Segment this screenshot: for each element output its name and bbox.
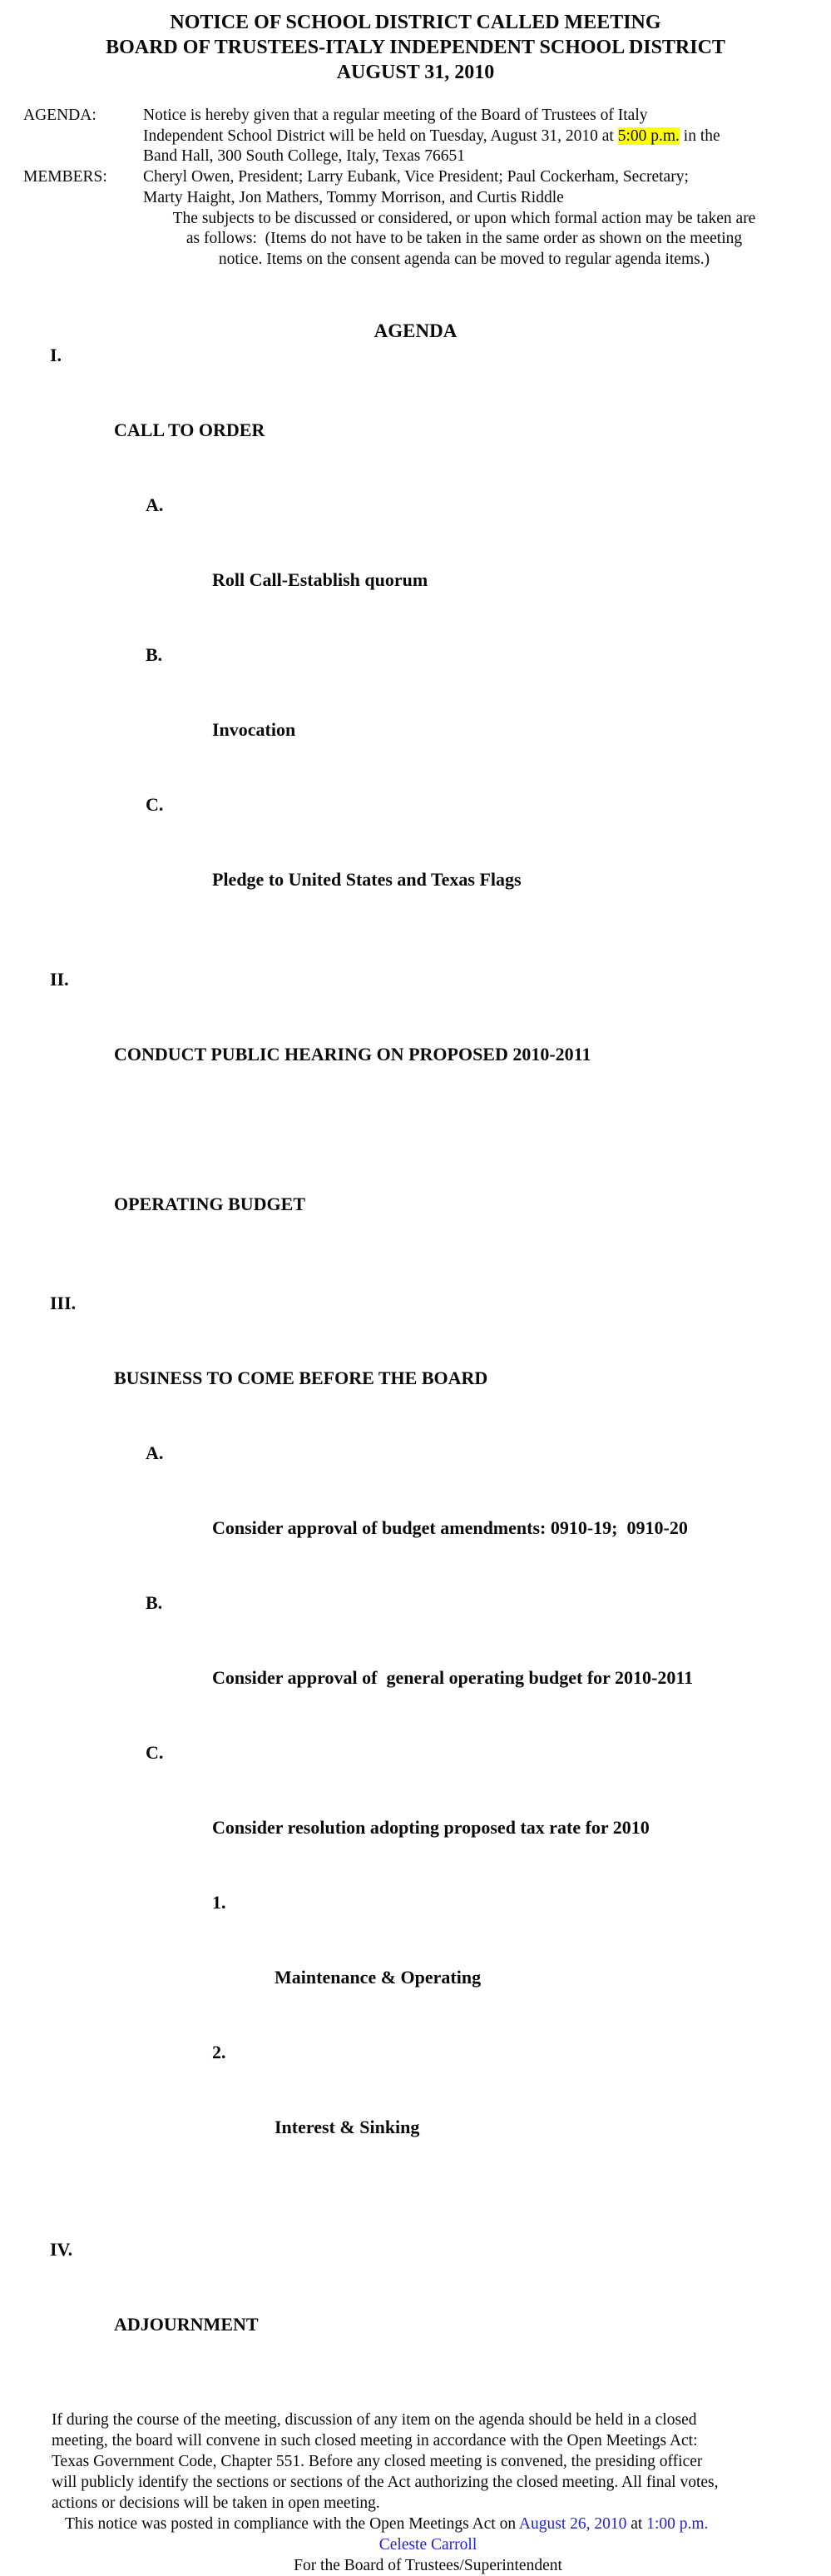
agenda-item [0,1441,831,1591]
posted-time-link[interactable]: 1:00 p.m. [646,2514,709,2533]
agenda-label: AGENDA: [23,107,96,124]
disclaimer-line: will publicly identify the sections or sections of the Act authorizing the closed meeting. All final votes, [52,2473,719,2491]
agenda-item [0,1591,831,1740]
title-line-notice: NOTICE OF SCHOOL DISTRICT CALLED MEETING [170,12,661,33]
members-line: Cheryl Owen, President; Larry Eubank, Vice President; Paul Cockerham, Secretary; [143,168,689,186]
meeting-time-highlight: 5:00 p.m. [617,127,680,145]
subjects-line: as follows: (Items do not have to be taken in the same order as shown on the meeting [185,230,743,248]
subitem-text: Interest & Sinking [275,2116,420,2137]
agenda-item [0,643,831,792]
item-letter: C. [146,793,164,815]
notice-line-segment: in the [679,127,720,145]
agenda-item [0,792,831,942]
subjects-line: notice. Items on the consent agenda can be moved to regular agenda items.) [218,250,710,268]
item-letter: A. [146,494,164,515]
signature-name-line [52,2534,804,2555]
agenda-item [0,493,831,643]
agenda-section-business [0,1291,831,1441]
section-title-continued: OPERATING BUDGET [114,1193,306,1214]
agenda-section-adjournment [0,2237,831,2387]
notice-line: Band Hall, 300 South College, Italy, Texas 76651 [143,147,465,166]
notice-line: Notice is hereby given that a regular meeting of the Board of Trustees of Italy [143,107,648,124]
section-number: I. [50,344,62,365]
agenda-subitem [0,1890,831,2040]
item-text: Invocation [212,718,296,740]
section-title: ADJOURNMENT [114,2313,259,2335]
posting-statement-text: This notice was posted in compliance with the Open Meetings Act on [65,2514,519,2533]
agenda-heading: AGENDA [373,320,458,341]
notice-line-segment: Independent School District will be held on Tuesday, August 31, 2010 at [143,127,618,145]
section-title: BUSINESS TO COME BEFORE THE BOARD [114,1367,488,1388]
item-text: Consider approval of general operating budget for 2010-2011 [212,1666,694,1688]
title-line-board: BOARD OF TRUSTEES-ITALY INDEPENDENT SCHOOL DISTRICT [106,37,725,58]
item-letter: A. [146,1442,164,1463]
disclaimer-line: If during the course of the meeting, discussion of any item on the agenda should be held in a closed [52,2410,697,2429]
closed-meeting-disclaimer [52,2410,804,2576]
item-text: Consider resolution adopting proposed tax rate for 2010 [212,1816,650,1838]
notice-info-section [0,106,831,271]
item-text: Roll Call-Establish quorum [212,568,428,590]
agenda-item [0,1740,831,1890]
item-letter: B. [146,643,163,665]
disclaimer-line: actions or decisions will be taken in open meeting. [52,2494,380,2512]
section-number: IV. [50,2238,73,2260]
posting-statement [52,2514,804,2534]
agenda-section-public-hearing [0,967,831,1117]
agenda-outline [0,343,831,2387]
agenda-notice-row [0,106,831,167]
subjects-paragraph [143,209,785,271]
disclaimer-line: Texas Government Code, Chapter 551. Before any closed meeting is convened, the presiding officer [52,2452,703,2470]
disclaimer-line: meeting, the board will convene in such closed meeting in accordance with the Open Meetings Act: [52,2431,698,2449]
members-line: Marty Haight, Jon Mathers, Tommy Morrison, and Curtis Riddle [143,188,564,206]
section-number: II. [50,968,69,990]
section-number: III. [50,1292,77,1313]
members-row [0,167,831,208]
item-text: Consider approval of budget amendments: 0910-19; 0910-20 [212,1516,688,1538]
posted-date-link[interactable]: August 26, 2010 [518,2514,627,2533]
subjects-line: The subjects to be discussed or considered, or upon which formal action may be taken are [172,209,756,227]
posting-statement-text: at [626,2514,647,2533]
title-line-date: AUGUST 31, 2010 [336,62,495,83]
agenda-subitem [0,2040,831,2190]
members-label: MEMBERS: [23,168,107,186]
section-title: CALL TO ORDER [114,419,265,440]
section-title: CONDUCT PUBLIC HEARING ON PROPOSED 2010-2011 [114,1043,591,1065]
item-letter: C. [146,1741,164,1763]
signature-name-link[interactable]: Celeste Carroll [378,2535,477,2554]
members-text [143,167,831,208]
subitem-number: 2. [212,2041,226,2062]
document-title [0,0,831,85]
notice-line [143,127,831,147]
agenda-section-public-hearing-wrap [0,1117,831,1267]
item-letter: B. [146,1591,163,1613]
subitem-text: Maintenance & Operating [275,1966,482,1988]
item-text: Pledge to United States and Texas Flags [212,868,522,890]
agenda-section-call-to-order [0,343,831,493]
agenda-notice-text [143,106,831,167]
subitem-number: 1. [212,1891,226,1913]
signature-role-line: For the Board of Trustees/Superintendent [294,2556,562,2574]
